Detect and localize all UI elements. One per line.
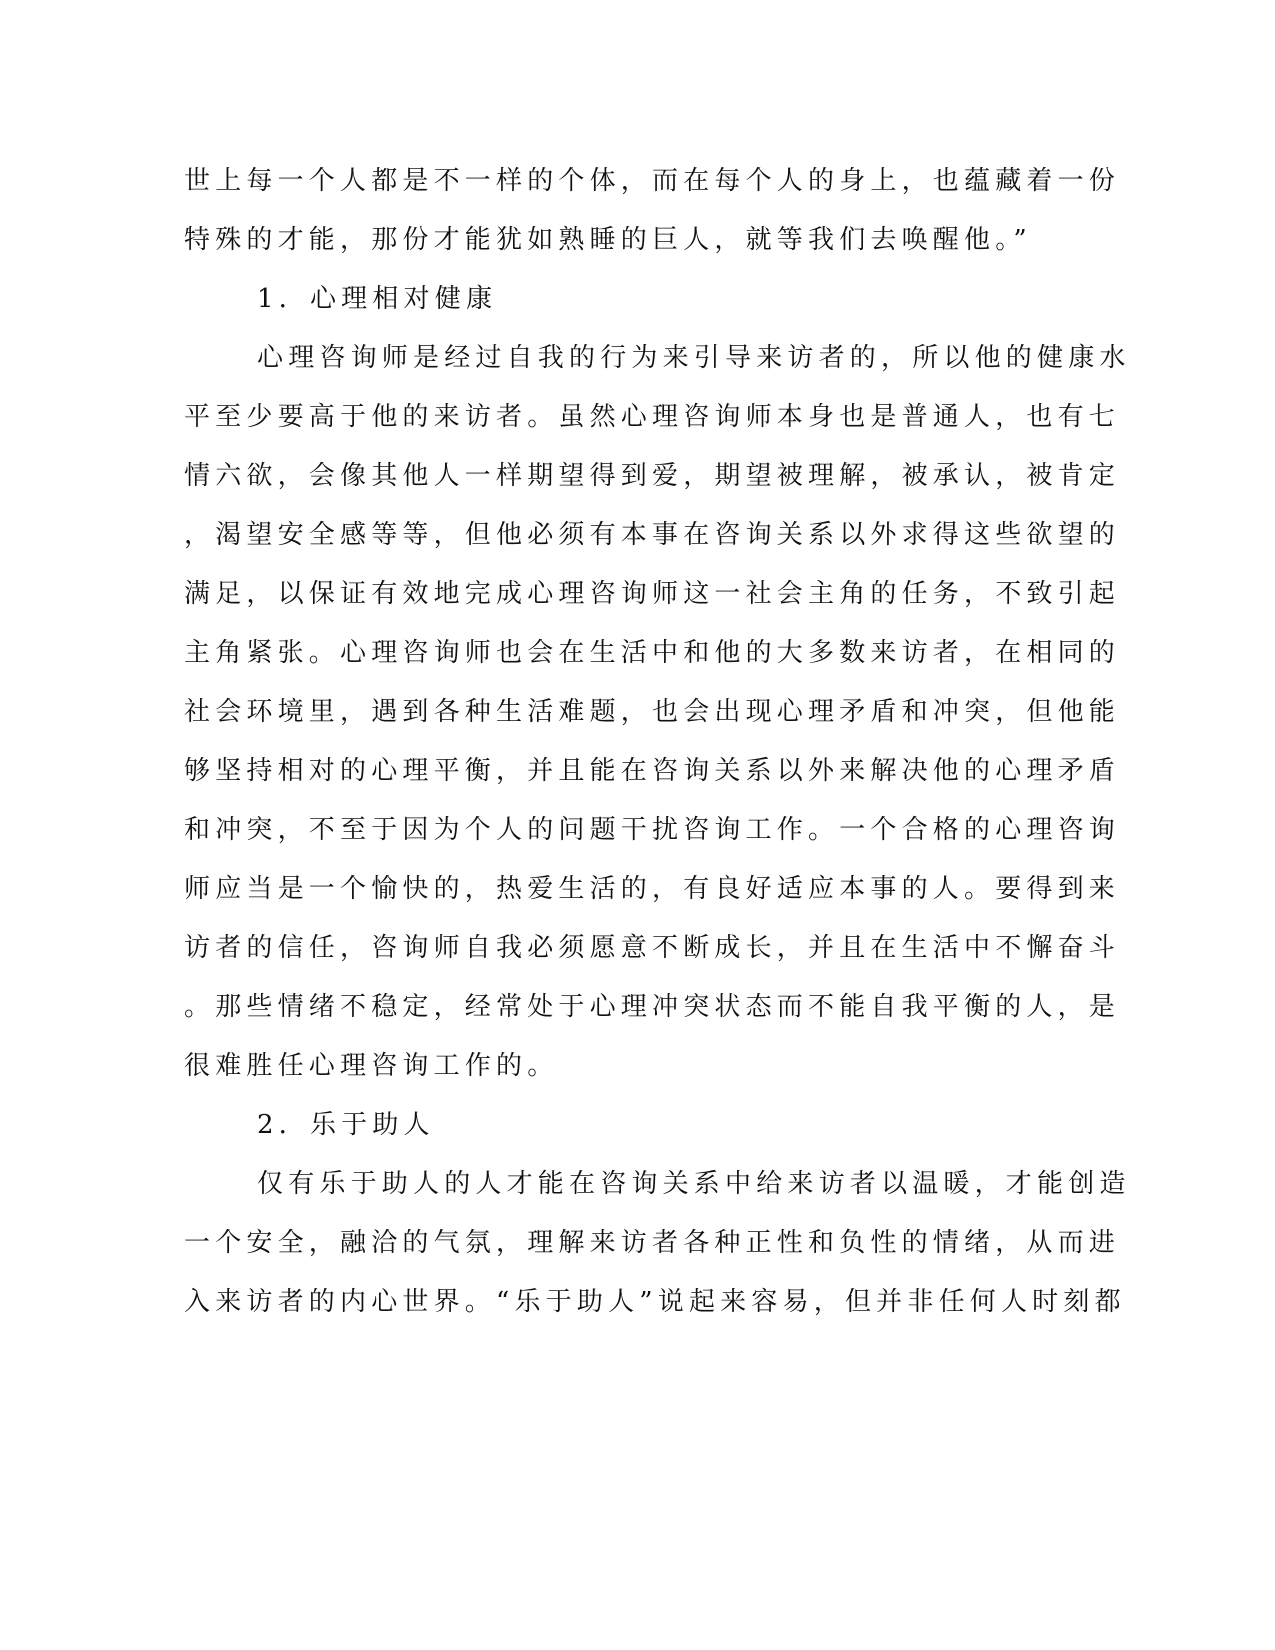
- body-text-line: 满足，以保证有效地完成心理咨询师这一社会主角的任务，不致引起: [184, 579, 1121, 609]
- body-text-line: 够坚持相对的心理平衡，并且能在咨询关系以外来解决他的心理矛盾: [184, 756, 1121, 786]
- body-text-line: 一个安全，融洽的气氛，理解来访者各种正性和负性的情绪，从而进: [184, 1228, 1121, 1258]
- section-heading-2: 2．乐于助人: [257, 1110, 435, 1140]
- body-text-line: 和冲突，不至于因为个人的问题干扰咨询工作。一个合格的心理咨询: [184, 815, 1121, 845]
- body-text-line: 主角紧张。心理咨询师也会在生活中和他的大多数来访者，在相同的: [184, 638, 1121, 668]
- body-text-line: 。那些情绪不稳定，经常处于心理冲突状态而不能自我平衡的人，是: [184, 992, 1121, 1022]
- body-text-line: 社会环境里，遇到各种生活难题，也会出现心理矛盾和冲突，但他能: [184, 697, 1121, 727]
- body-text-line: 世上每一个人都是不一样的个体，而在每个人的身上，也蕴藏着一份: [184, 166, 1121, 196]
- body-text-line: 心理咨询师是经过自我的行为来引导来访者的，所以他的健康水: [257, 343, 1131, 373]
- body-text-line: ，渴望安全感等等，但他必须有本事在咨询关系以外求得这些欲望的: [184, 520, 1121, 550]
- section-heading-1: 1．心理相对健康: [257, 284, 498, 314]
- body-text-line: 特殊的才能，那份才能犹如熟睡的巨人，就等我们去唤醒他。”: [184, 225, 1032, 255]
- body-text-line: 平至少要高于他的来访者。虽然心理咨询师本身也是普通人，也有七: [184, 402, 1121, 432]
- body-text-line: 情六欲，会像其他人一样期望得到爱，期望被理解，被承认，被肯定: [184, 461, 1121, 491]
- body-text-line: 入来访者的内心世界。“乐于助人”说起来容易，但并非任何人时刻都: [184, 1287, 1126, 1317]
- body-text-line: 师应当是一个愉快的，热爱生活的，有良好适应本事的人。要得到来: [184, 874, 1121, 904]
- body-text-line: 访者的信任，咨询师自我必须愿意不断成长，并且在生活中不懈奋斗: [184, 933, 1121, 963]
- body-text-line: 仅有乐于助人的人才能在咨询关系中给来访者以温暖，才能创造: [257, 1169, 1131, 1199]
- body-text-line: 很难胜任心理咨询工作的。: [184, 1051, 559, 1081]
